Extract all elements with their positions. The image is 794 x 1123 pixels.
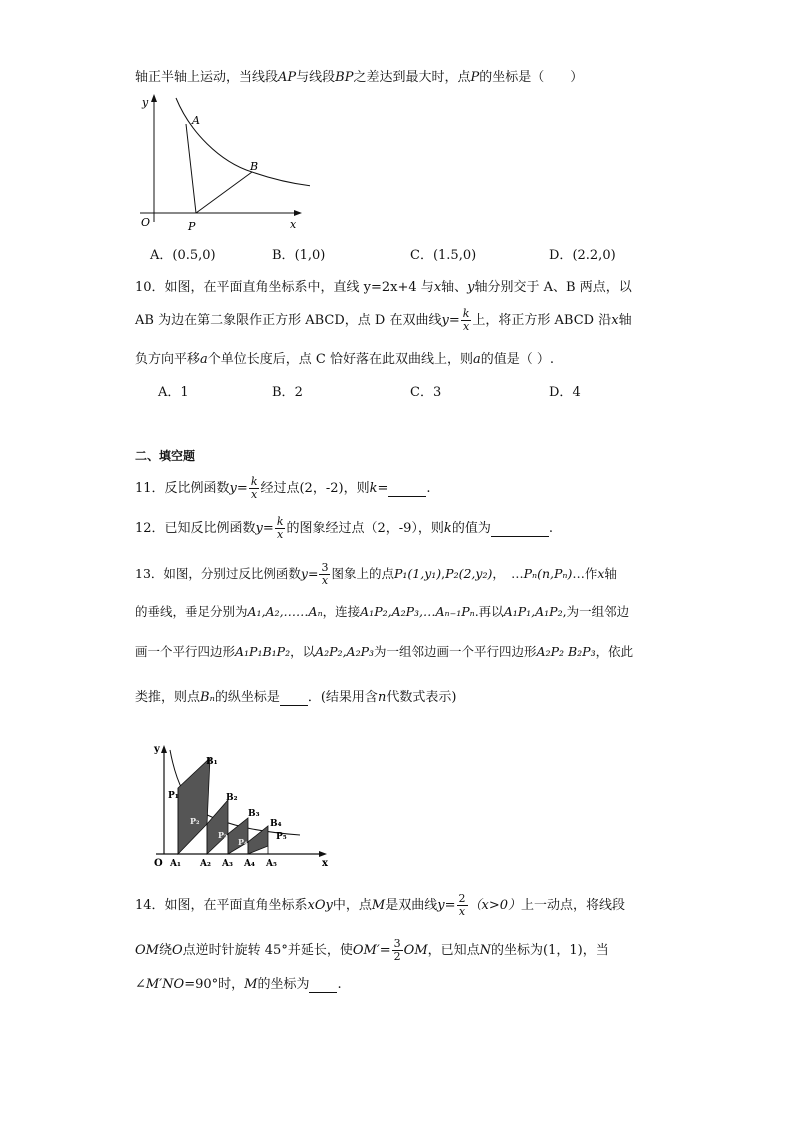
q13-fraction [319, 562, 330, 587]
q13-label-b1: B₁ [206, 757, 218, 767]
q11-fraction [249, 476, 260, 501]
option-value: (0.5,0) [172, 248, 216, 263]
q13-answer-blank[interactable] [280, 690, 308, 706]
q10-text: AB 为边在第二象限作正方形 ABCD，点 D 在双曲线 [135, 313, 442, 328]
q14-seg-om: OM [135, 943, 159, 958]
q11-text: 11．反比例函数 [135, 481, 230, 496]
q14-text: 点逆时针旋转 45°并延长，使 [182, 943, 353, 958]
q11-eq: = [236, 481, 248, 496]
q11-answer-blank[interactable] [388, 481, 426, 497]
q14-point-n: N [479, 943, 492, 958]
q13-line-1 [135, 562, 617, 587]
q9-x-arrow [294, 210, 302, 216]
q10-text: 10．如图，在平面直角坐标系中，直线 y=2x+4 与 [135, 280, 434, 295]
q9-label-x: x [290, 218, 297, 231]
q13-label-b2: B₂ [226, 793, 238, 803]
q10-line-3 [135, 348, 554, 367]
q11-text: . [426, 481, 431, 496]
q13-text: , [441, 566, 446, 581]
q13-text: 的垂线，垂足分别为 [135, 604, 248, 619]
q9-text: 与线段 [296, 70, 336, 85]
q10-line-2 [135, 308, 632, 333]
q13-label-a3: A₃ [222, 859, 233, 869]
q14-text: 上一动点，将线段 [521, 898, 626, 913]
q9-option-d[interactable] [549, 244, 616, 263]
q10-option-d[interactable] [549, 381, 581, 400]
q14-seg-omp: OM′ [352, 943, 380, 958]
q13-var-y: y [300, 566, 308, 581]
q10-text: 负方向平移 [135, 352, 201, 367]
q13-text: ，连接 [322, 604, 361, 619]
q13-label-b3: B₃ [248, 809, 260, 819]
q13-line-4 [135, 686, 456, 706]
q13-feet: A₁,A₂,……Aₙ [247, 604, 323, 619]
q9-label-y: y [142, 96, 149, 109]
section-heading: 二、填空题 [135, 449, 196, 463]
q13-point-bn: Bₙ [200, 690, 215, 705]
q13-parallelogram-2 [207, 800, 228, 854]
q13-text: ．(结果用含 [307, 690, 378, 705]
q12-answer-blank[interactable] [491, 521, 549, 537]
q13-pair: A₁P₁,A₁P₂ [503, 604, 563, 619]
q12-fraction [275, 516, 286, 541]
q13-text: ，以 [290, 644, 316, 659]
q10-option-b[interactable] [272, 381, 303, 400]
q12-text: 的图象经过点（2，-9），则 [286, 521, 444, 536]
q10-text: 轴、 [441, 280, 468, 295]
q10-var-x: x [433, 280, 442, 295]
frac-num: 2 [458, 892, 466, 905]
option-label: B． [272, 385, 295, 400]
option-label: A． [158, 385, 181, 400]
q14-line-1 [135, 893, 625, 918]
q9-figure [130, 92, 310, 237]
frac-den: 2 [393, 950, 401, 963]
q13-label-p2: P₂ [190, 816, 200, 826]
q13-text: .再以 [474, 604, 504, 619]
frac-num: k [276, 515, 284, 528]
q13-label-a1: A₁ [170, 859, 181, 869]
q13-label-p5: P₅ [276, 832, 287, 842]
option-value: 1 [180, 385, 189, 400]
q13-x-arrow [319, 851, 327, 857]
q13-point-pn: Pₙ(n,Pₙ) [523, 566, 573, 581]
q14-text: 是双曲线 [385, 898, 438, 913]
q13-eq: = [307, 566, 319, 581]
q12-var-y: y [255, 521, 263, 536]
option-label: C． [410, 248, 433, 263]
frac-num: 3 [321, 561, 329, 574]
q9-text: 的坐标是（ ） [479, 70, 584, 85]
q13-line-3 [135, 642, 633, 660]
q14-point-o: O [171, 943, 183, 958]
q13-text: 代数式表示) [386, 690, 457, 705]
q14-system: xOy [307, 898, 333, 913]
q13-text: 画一个平行四边形 [135, 644, 236, 659]
option-value: (1,0) [294, 248, 326, 263]
q11-text: = [377, 481, 389, 496]
q14-text: 的坐标为(1，1)，当 [491, 943, 609, 958]
q12-text: 的值为 [451, 521, 491, 536]
q9-segment-bp [196, 172, 252, 213]
q10-var-x: x [611, 313, 619, 328]
option-label: D． [549, 248, 573, 263]
q14-line-3 [135, 973, 342, 993]
q14-seg-om: OM [403, 943, 428, 958]
q9-option-a[interactable] [150, 244, 216, 263]
option-value: 3 [432, 385, 442, 400]
q10-var-a: a [200, 352, 208, 367]
q9-option-c[interactable] [410, 244, 476, 263]
q14-fraction-2 [392, 938, 403, 963]
q11-var-k: k [369, 481, 378, 496]
q14-var-y: y [437, 898, 445, 913]
q14-text: 14．如图，在平面直角坐标系 [135, 898, 308, 913]
q13-label-x: x [322, 858, 328, 869]
q12-var-k: k [443, 521, 452, 536]
q14-angle: ∠M′NO [135, 977, 185, 992]
q10-line-1 [135, 276, 632, 295]
frac-num: k [250, 475, 258, 488]
q11-text: 经过点(2，-2)，则 [260, 481, 370, 496]
q9-label-a: A [192, 114, 200, 127]
q13-point-p2: P₂(2,y₂) [445, 566, 493, 581]
q10-text: 上，将正方形 ABCD 沿 [472, 313, 612, 328]
q13-text: 为一组邻边画一个平行四边形 [374, 644, 537, 659]
q14-text: =90°时， [184, 977, 245, 992]
frac-den: x [462, 320, 470, 333]
q13-text: ， … [492, 566, 524, 581]
q13-label-a5: A₅ [266, 859, 277, 869]
q9-stem-line [135, 66, 583, 85]
q12-eq: = [262, 521, 274, 536]
q13-parallelogram-1: A₁P₁B₁P₂ [235, 644, 291, 659]
q10-var-y: y [441, 313, 449, 328]
q13-text: 图象上的点 [331, 566, 394, 581]
frac-den: x [251, 488, 258, 501]
q12-line [135, 516, 553, 541]
q9-point: P [470, 70, 480, 85]
q13-label-p3: P₃ [218, 830, 228, 840]
q14-line-2 [135, 938, 609, 963]
q14-text: 中，点 [332, 898, 372, 913]
option-label: B． [272, 248, 295, 263]
frac-num: k [462, 307, 470, 320]
q12-text: 12．已知反比例函数 [135, 521, 256, 536]
q12-text: . [548, 521, 553, 536]
q14-text: 的坐标为 [257, 977, 310, 992]
q11-line [135, 476, 431, 501]
q13-figure [150, 742, 340, 870]
q9-seg-bp: BP [335, 70, 354, 85]
q9-option-b[interactable] [272, 244, 325, 263]
q13-parallelogram-1 [178, 758, 210, 854]
q13-y-arrow [161, 745, 167, 753]
q13-text: 13．如图，分别过反比例函数 [135, 566, 301, 581]
frac-num: 3 [393, 937, 401, 950]
q9-label-o: O [141, 216, 151, 229]
q13-parallelogram-2: A₂P₂ B₂P₃ [536, 644, 596, 659]
q9-y-arrow [151, 94, 157, 102]
option-label: D． [549, 385, 573, 400]
q13-text: …作 [572, 566, 598, 581]
q14-fraction [457, 893, 468, 918]
q13-line-2 [135, 602, 629, 620]
q10-text: 个单位长度后，点 C 恰好落在此双曲线上，则 [207, 352, 473, 367]
q13-label-p4: P₄ [238, 837, 248, 847]
q14-point-m: M [244, 977, 258, 992]
q13-var-n: n [377, 690, 387, 705]
q13-label-o: O [154, 858, 163, 869]
option-value: 2 [294, 385, 303, 400]
q10-text: 的值是（ ）. [480, 352, 555, 367]
q10-option-a[interactable] [158, 381, 189, 400]
option-value: 4 [572, 385, 581, 400]
frac-den: x [321, 574, 329, 587]
q9-hyperbola [176, 98, 310, 186]
q14-text: 绕 [158, 943, 172, 958]
q13-label-b4: B₄ [270, 819, 282, 829]
q13-text: 轴 [604, 566, 617, 581]
q13-label-p1: P₁ [168, 791, 179, 801]
q10-fraction [461, 308, 472, 333]
option-value: (1.5,0) [432, 248, 477, 263]
q14-eq: = [379, 943, 391, 958]
q13-text: 类推，则点 [135, 690, 201, 705]
q11-var-y: y [229, 481, 237, 496]
q9-label-p: P [188, 220, 196, 233]
q13-label-a4: A₄ [244, 859, 255, 869]
q14-eq: = [444, 898, 456, 913]
q9-text: 轴正半轴上运动，当线段 [135, 70, 279, 85]
q10-eq: = [448, 313, 460, 328]
q13-pair: A₂P₂,A₂P₃ [315, 644, 375, 659]
option-label: C． [410, 385, 433, 400]
q13-label-y: y [154, 744, 160, 755]
q10-var-y: y [467, 280, 475, 295]
frac-den: x [277, 528, 284, 541]
frac-den: x [458, 905, 466, 918]
q13-point-p1: P₁(1,y₁) [393, 566, 442, 581]
option-label: A． [150, 248, 173, 263]
q9-text: 之差达到最大时，点 [353, 70, 471, 85]
q14-answer-blank[interactable] [309, 977, 337, 993]
q13-var-x: x [597, 566, 605, 581]
q14-text: ，已知点 [427, 943, 480, 958]
q9-label-b: B [250, 160, 259, 173]
q10-text: 轴 [618, 313, 632, 328]
q13-text: ，依此 [595, 644, 634, 659]
q13-label-a2: A₂ [200, 859, 211, 869]
q13-text: ,为一组邻边 [562, 604, 630, 619]
q13-segments: A₁P₂,A₂P₃,…Aₙ₋₁Pₙ [360, 604, 475, 619]
q9-segment-ap [186, 124, 196, 213]
q14-text: . [337, 977, 342, 992]
q10-option-c[interactable] [410, 381, 441, 400]
q9-seg-ap: AP [278, 70, 297, 85]
q14-point-m: M [371, 898, 386, 913]
q13-text: 的纵坐标是 [214, 690, 280, 705]
q10-text: 轴分别交于 A、B 两点，以 [474, 280, 632, 295]
q10-var-a: a [473, 352, 481, 367]
option-value: (2.2,0) [572, 248, 616, 263]
q14-condition: （x>0） [468, 898, 521, 913]
